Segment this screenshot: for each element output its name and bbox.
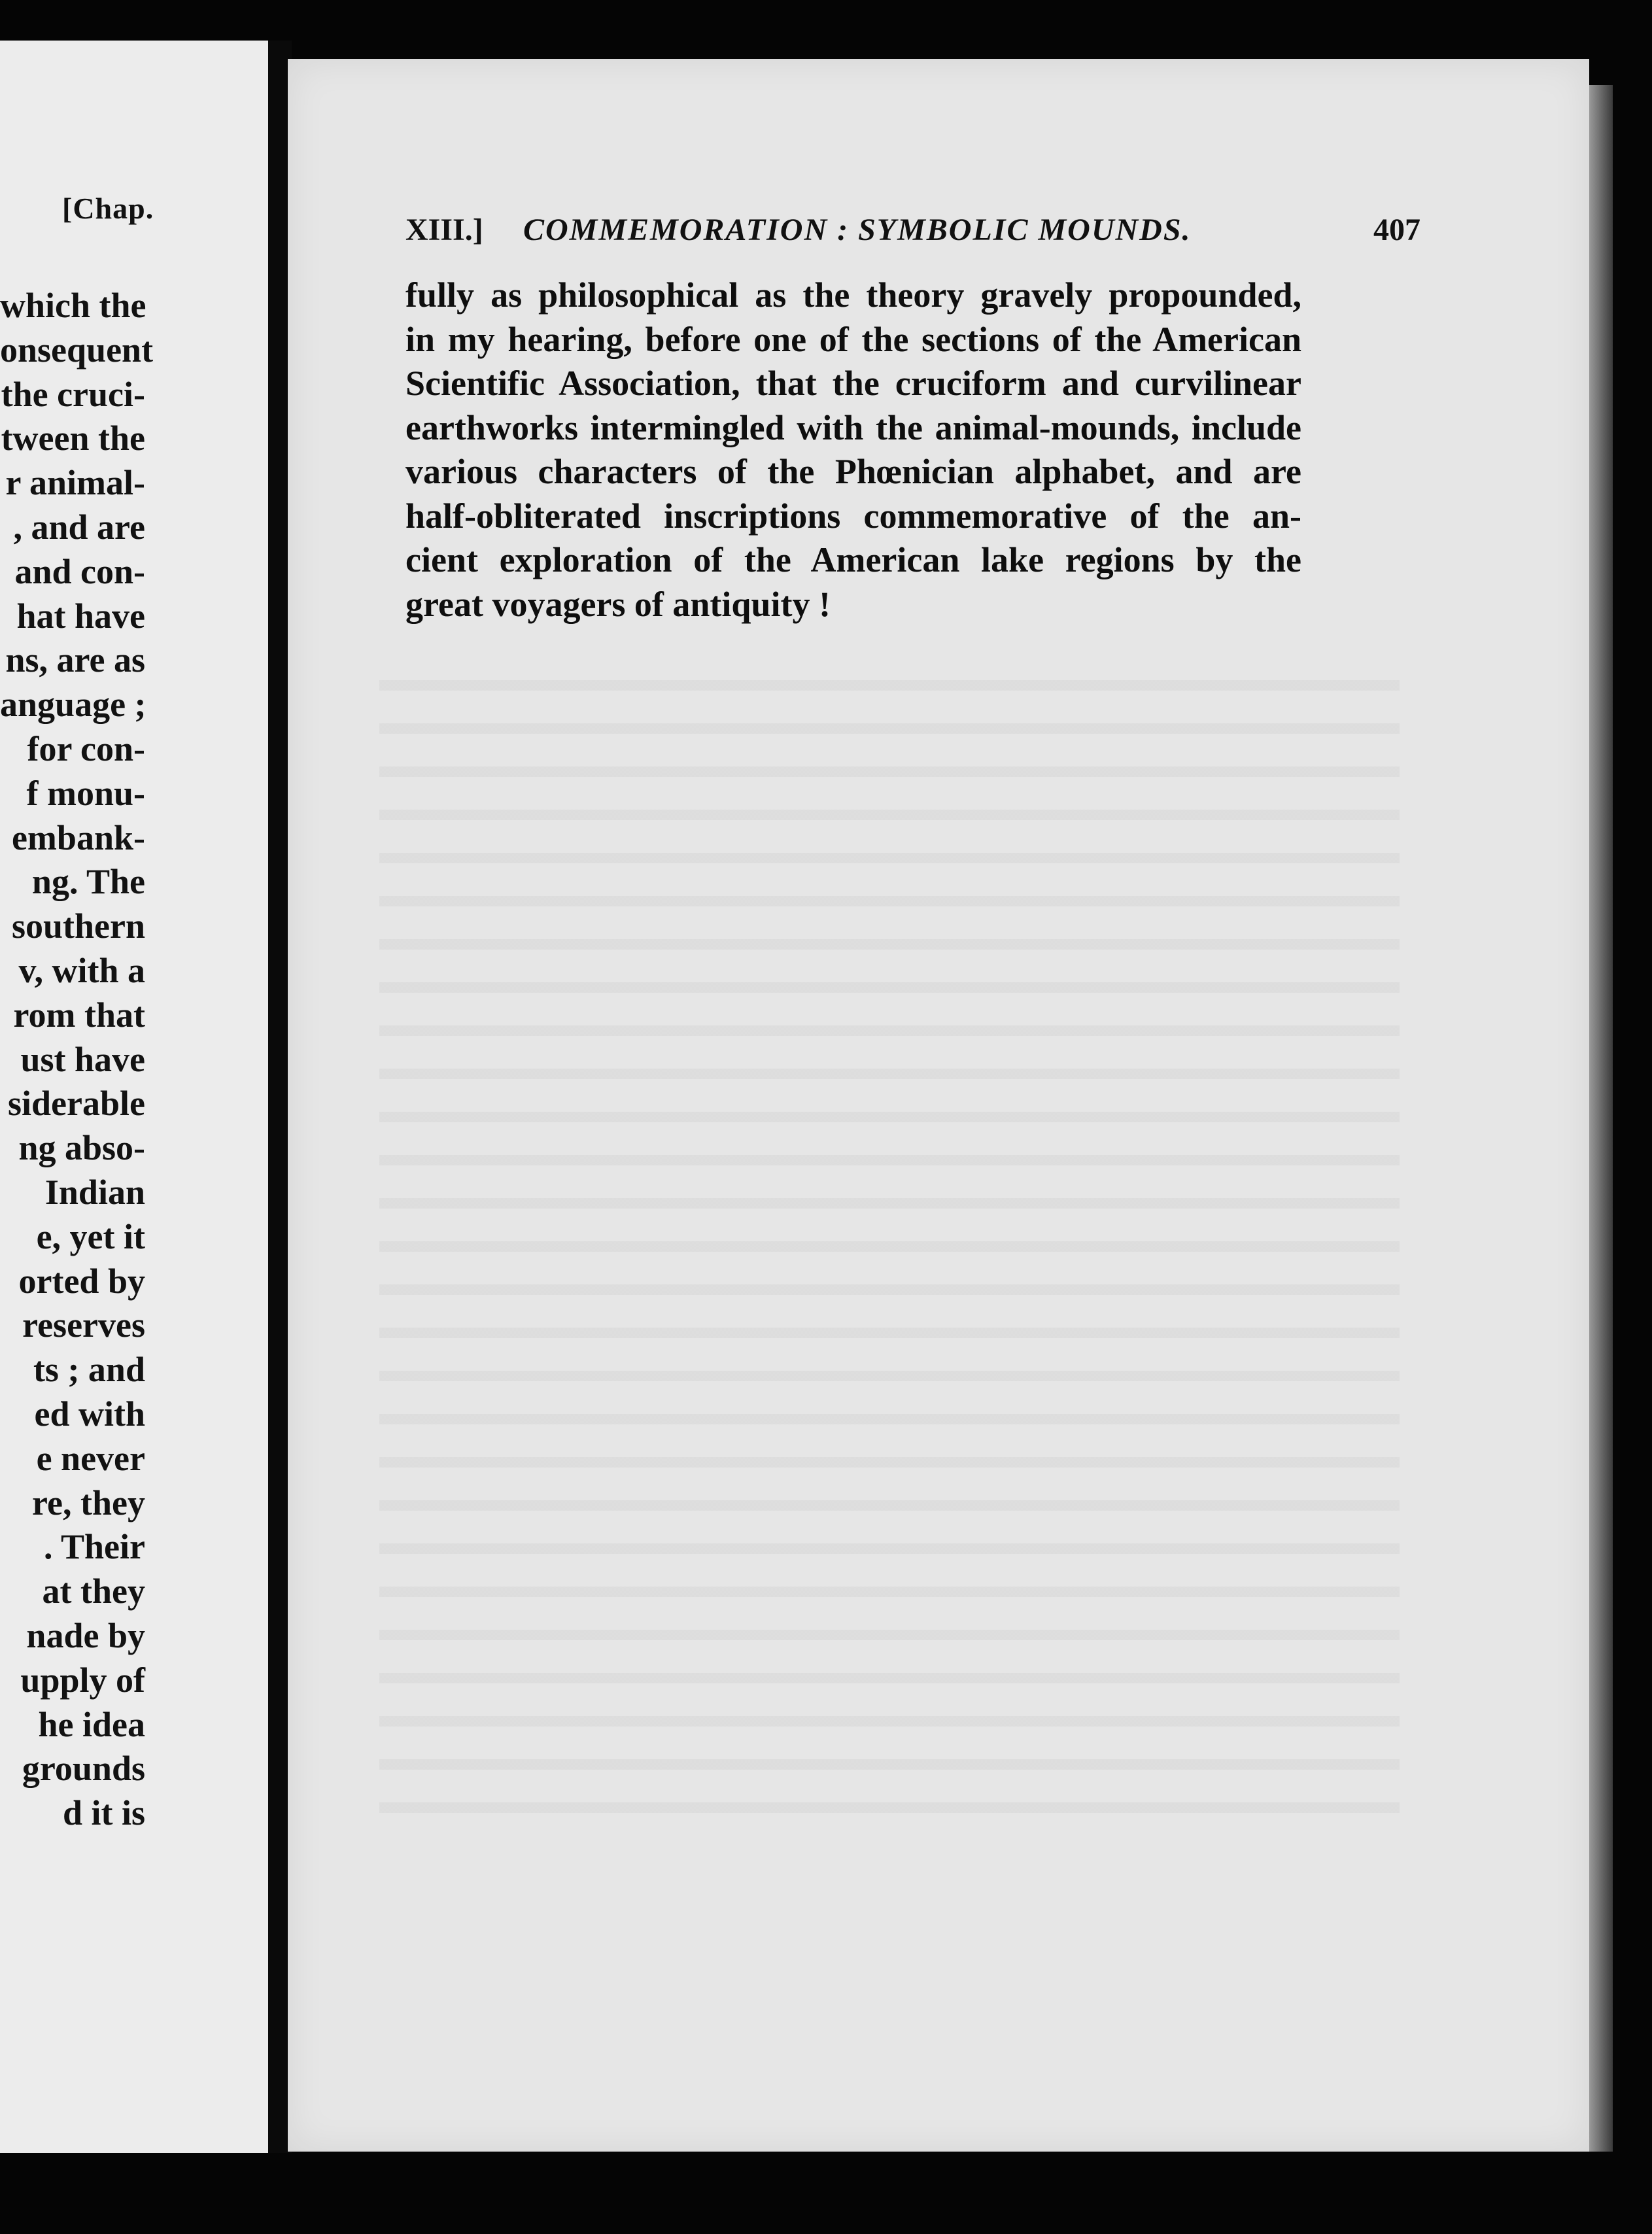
left-text-line: d it is	[62, 1793, 145, 1833]
left-text-line: tween the	[1, 419, 145, 458]
left-text-line: southern	[11, 906, 145, 946]
left-text-line: hat have	[16, 596, 145, 636]
text-line: earthworks intermingled with the animal-mounds, include	[405, 407, 1301, 447]
left-text-line: ng. The	[31, 862, 145, 902]
current-page	[288, 59, 1589, 2152]
left-text-line: orted by	[18, 1261, 145, 1301]
show-through	[379, 647, 1400, 1825]
body-paragraph	[405, 273, 1301, 627]
left-text-line: ts ; and	[33, 1350, 145, 1390]
left-text-line: ed with	[34, 1394, 145, 1434]
left-text-line: anguage ;	[0, 685, 146, 725]
left-text-line: e, yet it	[36, 1216, 145, 1256]
text-line: cient exploration of the American lake regions by the	[405, 540, 1301, 579]
left-text-line: reserves	[22, 1305, 145, 1345]
running-title: COMMEMORATION : SYMBOLIC MOUNDS.	[523, 213, 1192, 247]
left-text-line: grounds	[22, 1749, 145, 1789]
text-line: half-obliterated inscriptions commemorative of the an-	[405, 496, 1301, 536]
page-number: 407	[1373, 213, 1420, 247]
left-text-line: the cruci-	[1, 374, 145, 414]
text-line: fully as philosophical as the theory gravely propounded,	[405, 275, 1301, 315]
left-text-line: f monu-	[26, 773, 145, 813]
left-text-line: ns, are as	[5, 640, 145, 680]
text-line: various characters of the Phœnician alphabet, and are	[405, 452, 1301, 491]
text-line: in my hearing, before one of the sections of the American	[405, 319, 1301, 359]
left-text-line: at they	[42, 1572, 145, 1611]
left-text-line: for con-	[27, 729, 145, 768]
text-line: great voyagers of antiquity !	[405, 584, 831, 624]
left-text-line: , and are	[13, 507, 145, 547]
text-line: Scientific Association, that the cruciform and curvilinear	[405, 364, 1301, 403]
left-running-head: [Chap.	[62, 192, 154, 225]
left-text-line: e never	[36, 1438, 145, 1478]
left-text-line: rom that	[13, 995, 145, 1035]
left-text-line: ng abso-	[18, 1128, 145, 1168]
left-text-line: embank-	[11, 817, 145, 857]
left-text-line: upply of	[20, 1660, 145, 1700]
left-text-line: v, with a	[18, 951, 145, 990]
left-text-line: re, they	[32, 1483, 145, 1522]
left-text-line: onsequent	[0, 330, 154, 369]
left-text-line: ust have	[20, 1039, 145, 1079]
left-text-line: he idea	[38, 1704, 145, 1744]
left-text-line: . Their	[43, 1527, 145, 1567]
running-head	[405, 212, 1589, 258]
page-edge	[1589, 85, 1613, 2152]
left-text-line: siderable	[8, 1084, 145, 1124]
previous-page	[0, 41, 268, 2153]
chapter-label: XIII.]	[405, 213, 483, 247]
left-text-line: r animal-	[5, 463, 145, 503]
left-text-line: Indian	[44, 1173, 145, 1212]
left-text-line: nade by	[26, 1616, 145, 1655]
left-text-line: which the	[0, 286, 146, 325]
left-text-line: and con-	[14, 551, 145, 591]
